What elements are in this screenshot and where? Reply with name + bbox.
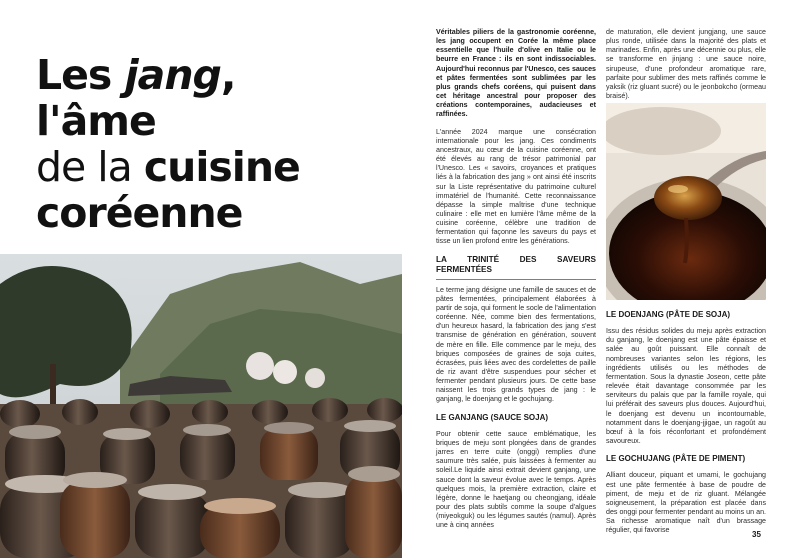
title-ame: l'âme <box>36 97 156 145</box>
title-de-la: de la <box>36 143 144 191</box>
ganjang-paragraph: Pour obtenir cette sauce emblématique, les briques de meju sont plongées dans de grandes jarres en terre cuite (onggi) remplies d'une saumure très salée, puis laissées à fermenter au soleil.Le liquide ainsi extrait devient ganjang, une sauce dont la saveur évolue avec le temps. Après quelques mois, la première extraction, claire et légère, donne le haetjang ou cheongjang, idéale pour des plats subtils comme la soupe d'algues (miyeokguk) ou les légumes sautés (namul). Après une à cinq années <box>436 429 596 530</box>
title-les: Les <box>36 51 125 99</box>
page-title <box>36 52 376 236</box>
doenjang-paragraph: Issu des résidus solides du meju après extraction du ganjang, le doenjang est une pâte épaisse et salée au goût puissant. Elle connaît de nombreuses variantes selon les régions, les ingrédients utilisés ou les méthodes de fermentation. Sous la dynastie Joseon, cette pâte relevée était davantage consommée par les serviteurs du palais que par la famille royale, qui lui préférait des saveurs plus douces. Aujourd'hui, le doenjang est devenu un incontournable, notamment dans le doenjang-jjigae, un ragoût au bœuf à la fois réconfortant et profondément savoureux. <box>606 327 766 446</box>
text-column-right <box>606 28 766 109</box>
section-heading-doenjang: LE DOENJANG (PÂTE DE SOJA) <box>606 310 731 319</box>
onggi-jars-photo <box>0 254 402 558</box>
text-column-left <box>436 28 596 539</box>
ganjang-continued-paragraph: de maturation, elle devient jungjang, une sauce plus ronde, utilisée dans la majorité des plats et marinades. Enfin, après une décennie ou plus, elle se transforme en jinjang : une sauce noire, sirupeuse, d'une profondeur aromatique rare, parfaite pour sublimer des mets raffinés comme le yaksik (riz gluant sucré) ou le jeonbokcho (ormeau braisé). <box>606 28 766 101</box>
page-gutter <box>402 0 428 558</box>
title-cuisine: cuisine <box>143 143 300 191</box>
intro-lead: Véritables piliers de la gastronomie coréenne, les jang occupent en Corée la même place essentielle que l'huile d'olive en Italie ou le beurre en France : ils en sont indissociables. Aujourd'hui reconnus par l'Unesco, ces sauces et pâtes fermentées sont sublimées par les plus grands chefs coréens, qui puisent dans cet héritage ancestral pour proposer des créations contemporaines, audacieuses et raffinées. <box>436 28 596 119</box>
page-number: 35 <box>752 530 761 539</box>
section-heading-gochujang: LE GOCHUJANG (PÂTE DE PIMENT) <box>606 454 746 464</box>
soy-sauce-spoon-photo <box>606 103 766 300</box>
title-jang: jang <box>124 51 221 99</box>
text-column-right-lower <box>606 310 766 543</box>
title-comma: , <box>220 51 236 99</box>
intro-paragraph: L'année 2024 marque une consécration internationale pour les jang. Ces condiments ancestraux, au cœur de la cuisine coréenne, ont été élevés au rang de trésor patrimonial par l'Unesco. Les « savoirs, croyances et pratiques liés à la fabrication des jang » ont ainsi été inscrits sur la Liste représentative du patrimoine culturel immatériel de l'humanité. Cette reconnaissance dépasse la simple maîtrise d'une technique culinaire : elle met en lumière l'âme même de la cuisine coréenne, célèbre une tradition de fermentation qui façonne les saveurs du pays et tisse un lien profond entre les générations. <box>436 127 596 246</box>
trinite-paragraph: Le terme jang désigne une famille de sauces et de pâtes fermentées, principalement élaborées à partir de soja, qui forment le socle de l'alimentation coréenne. Née, comme bien des fermentations, d'un heureux hasard, la fabrication des jang s'est transmise de génération en génération, souvent de mère en fille. Elle commence par le meju, des briques composées de graines de soja cuites, écrasées, puis liées avec des cordelettes de paille de riz avant d'être suspendues pour sécher et fermenter pendant plusieurs jours. De cette base naissent les trois grands types de jang : le ganjang, le doenjang et le gochujang. <box>436 285 596 404</box>
gochujang-paragraph: Alliant douceur, piquant et umami, le gochujang est une pâte fermentée à base de poudre de piment, de meju et de riz gluant. Mélangée soigneusement, la préparation est placée dans des onggi pour fermenter pendant au moins un an. Sa richesse aromatique naît d'un brassage régulier, qui favorise <box>606 471 766 535</box>
section-heading-trinite: LA TRINITÉ DES SAVEURS FERMENTÉES <box>436 255 596 280</box>
section-heading-ganjang: LE GANJANG (SAUCE SOJA) <box>436 412 549 422</box>
title-coreenne: coréenne <box>36 189 243 237</box>
